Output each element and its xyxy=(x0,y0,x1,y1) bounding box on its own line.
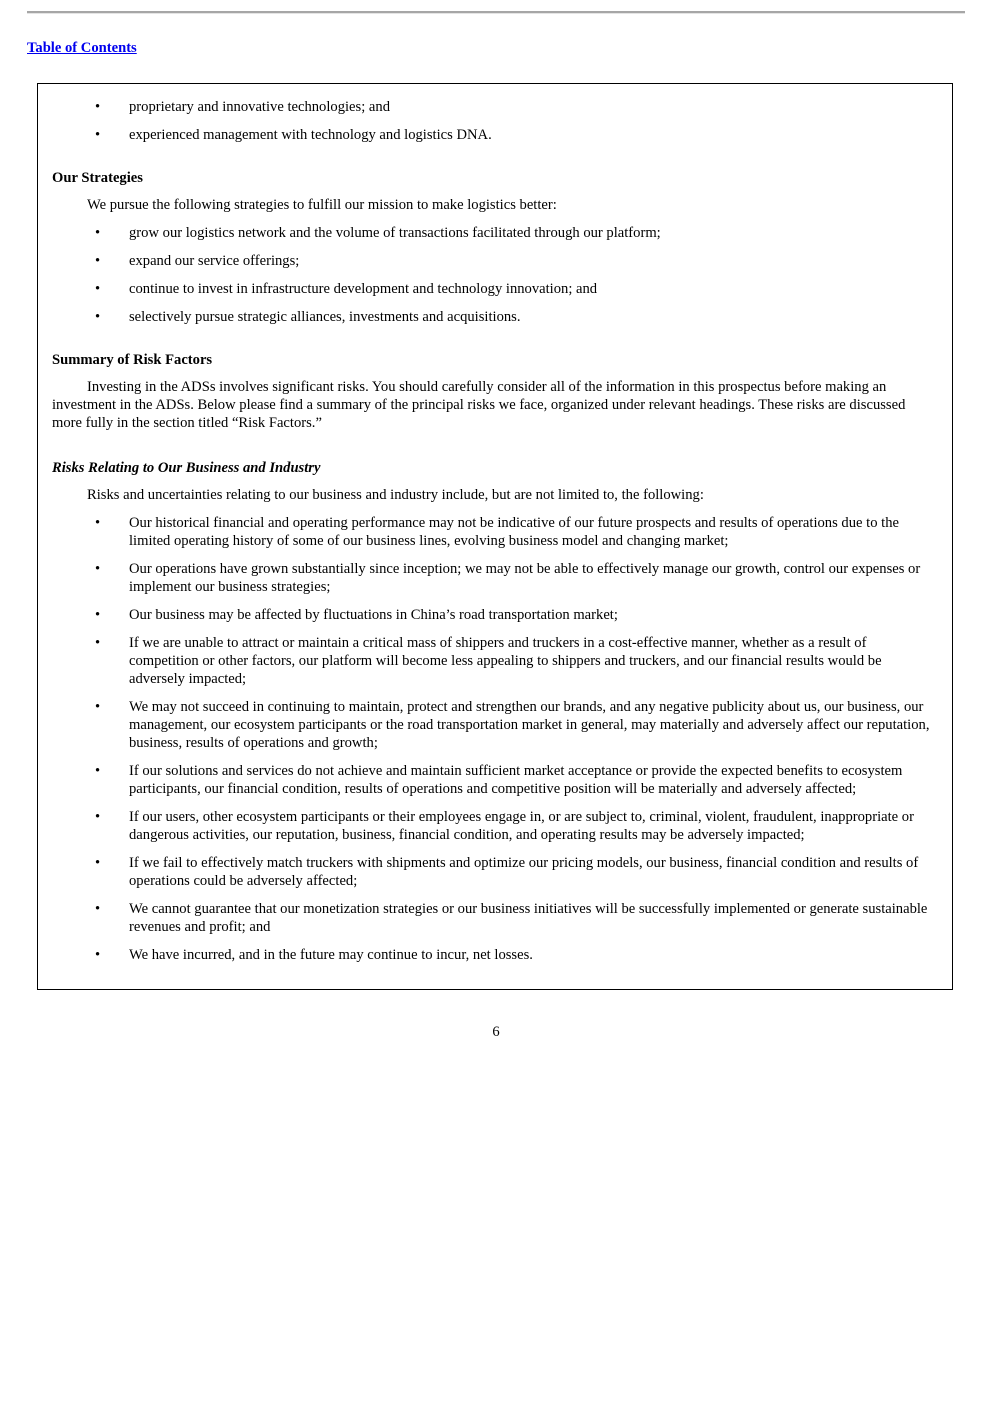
list-item-text: If our users, other ecosystem participants or their employees engage in, or are subject to, criminal, violent, fraudulent, inappropriate or dangerous activities, our reputation, business, financial condition, and operating results may be adversely impacted; xyxy=(129,809,914,843)
list-item-text: grow our logistics network and the volume of transactions facilitated through our platform; xyxy=(129,225,661,241)
strategies-bullet-list xyxy=(52,224,936,326)
bullet-icon: • xyxy=(95,561,101,577)
list-item xyxy=(52,560,936,596)
summary-box xyxy=(37,83,953,990)
list-item xyxy=(52,98,936,116)
business-risks-intro: Risks and uncertainties relating to our business and industry include, but are not limited to, the following: xyxy=(87,487,704,503)
list-item-text: We cannot guarantee that our monetization strategies or our business initiatives will be successfully implemented or generate sustainable revenues and profit; and xyxy=(129,901,928,935)
bullet-icon: • xyxy=(95,281,101,297)
bullet-icon: • xyxy=(95,763,101,779)
section-heading-risk-summary: Summary of Risk Factors xyxy=(52,352,213,368)
bullet-icon: • xyxy=(95,253,101,269)
intro-bullet-list xyxy=(52,98,936,144)
list-item xyxy=(52,854,936,890)
list-item-text: If our solutions and services do not achieve and maintain sufficient market acceptance or provide the expected benefits to ecosystem participants, our financial condition, results of operations and competitive position will be materially and adversely affected; xyxy=(129,763,903,797)
list-item-text: continue to invest in infrastructure development and technology innovation; and xyxy=(129,281,598,297)
list-item-text: We may not succeed in continuing to maintain, protect and strengthen our brands, and any negative publicity about us, our business, our management, our ecosystem participants or the road transportation market in general, may materially and adversely affect our reputation, business, results of operations and growth; xyxy=(129,699,930,751)
list-item xyxy=(52,252,936,270)
bullet-icon: • xyxy=(95,309,101,325)
list-item-text: If we are unable to attract or maintain a critical mass of shippers and truckers in a cost-effective manner, whether as a result of competition or other factors, our platform will become less appealing to shippers and truckers, and our financial results would be adversely impacted; xyxy=(129,635,882,687)
bullet-icon: • xyxy=(95,855,101,871)
bullet-icon: • xyxy=(95,809,101,825)
list-item xyxy=(52,900,936,936)
list-item-text: Our business may be affected by fluctuations in China’s road transportation market; xyxy=(129,607,618,623)
strategies-intro: We pursue the following strategies to fulfill our mission to make logistics better: xyxy=(87,197,557,213)
list-item-text: experienced management with technology and logistics DNA. xyxy=(129,127,492,143)
bullet-icon: • xyxy=(95,699,101,715)
bullet-icon: • xyxy=(95,225,101,241)
table-of-contents-link[interactable]: Table of Contents xyxy=(27,40,137,56)
bullet-icon: • xyxy=(95,127,101,143)
list-item-text: Our operations have grown substantially since inception; we may not be able to effectively manage our growth, control our expenses or implement our business strategies; xyxy=(129,561,921,595)
list-item xyxy=(52,698,936,752)
list-item-text: We have incurred, and in the future may continue to incur, net losses. xyxy=(129,947,533,963)
section-heading-business-risks: Risks Relating to Our Business and Industry xyxy=(52,460,321,476)
list-item xyxy=(52,946,936,964)
list-item xyxy=(52,514,936,550)
list-item-text: selectively pursue strategic alliances, investments and acquisitions. xyxy=(129,309,521,325)
list-item-text: proprietary and innovative technologies; and xyxy=(129,99,390,115)
bullet-icon: • xyxy=(95,515,101,531)
bullet-icon: • xyxy=(95,635,101,651)
list-item-text: Our historical financial and operating performance may not be indicative of our future prospects and results of operations due to the limited operating history of some of our business lines, evolving business model and changing market; xyxy=(129,515,899,549)
bullet-icon: • xyxy=(95,947,101,963)
list-item xyxy=(52,280,936,298)
page-number: 6 xyxy=(492,1024,500,1040)
summary-box-content xyxy=(52,98,936,974)
bullet-icon: • xyxy=(95,99,101,115)
list-item xyxy=(52,308,936,326)
risk-summary-paragraph: Investing in the ADSs involves significant risks. You should carefully consider all of the information in this prospectus before making an investment in the ADSs. Below please find a summary of the principal risks we face, organized under relevant headings. These risks are discussed more fully in the section titled “Risk Factors.” xyxy=(52,379,906,431)
list-item xyxy=(52,126,936,144)
list-item xyxy=(52,808,936,844)
business-risks-bullet-list xyxy=(52,514,936,964)
section-heading-strategies: Our Strategies xyxy=(52,170,143,186)
list-item xyxy=(52,762,936,798)
list-item xyxy=(52,606,936,624)
list-item xyxy=(52,224,936,242)
bullet-icon: • xyxy=(95,901,101,917)
list-item xyxy=(52,634,936,688)
top-rule xyxy=(27,11,965,13)
list-item-text: If we fail to effectively match truckers with shipments and optimize our pricing models, our business, financial condition and results of operations could be adversely affected; xyxy=(129,855,919,889)
bullet-icon: • xyxy=(95,607,101,623)
list-item-text: expand our service offerings; xyxy=(129,253,300,269)
